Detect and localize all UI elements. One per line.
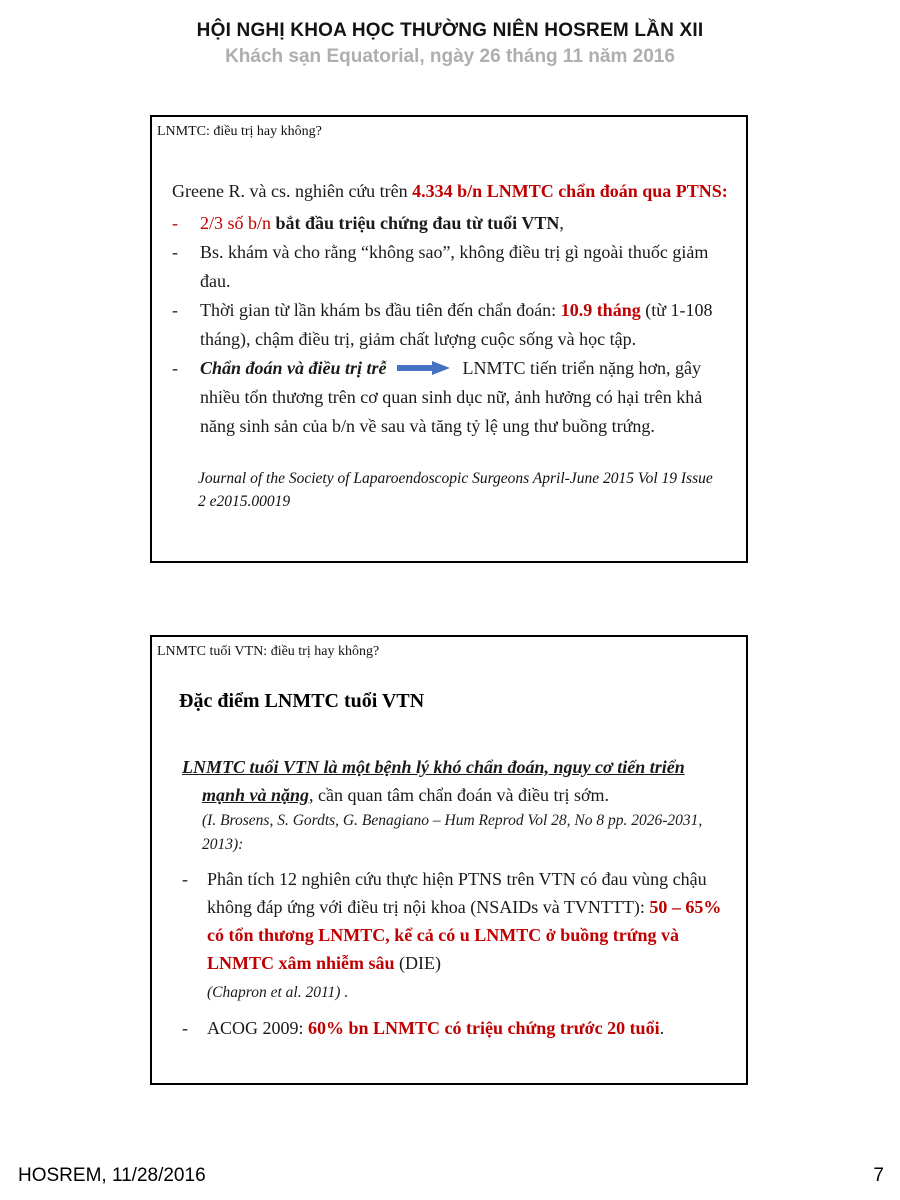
slide-2-lead (182, 753, 730, 809)
intro-highlight: 4.334 b/n LNMTC chẩn đoán qua PTNS: (412, 181, 728, 201)
bullet-item (182, 865, 730, 1007)
lead-plain-text: , cần quan tâm chẩn đoán và điều trị sớm. (309, 785, 609, 805)
bullet-item (182, 1014, 730, 1042)
slide-2-body (182, 753, 730, 1042)
bullet-dash: - (172, 358, 178, 378)
bullet-text (207, 1014, 730, 1042)
bullet-item (172, 296, 730, 354)
conference-title: HỘI NGHỊ KHOA HỌC THƯỜNG NIÊN HOSREM LẦN XII (196, 20, 704, 41)
bullet-dash: - (172, 300, 178, 320)
bullet-emphasis-text: Chẩn đoán và điều trị trễ (200, 358, 387, 378)
conference-subtitle: Khách sạn Equatorial, ngày 26 tháng 11 năm 2016 (225, 46, 675, 67)
slide-1-citation: Journal of the Society of Laparoendoscopic Surgeons April-June 2015 Vol 19 Issue 2 e2015.00019 (198, 470, 713, 510)
bullet-dash: - (172, 213, 178, 233)
bullet-dash: - (182, 1018, 188, 1038)
bullet-text (200, 296, 730, 354)
bullet-plain-text: LNMTC tiến triển nặng hơn, gây nhiều tổn thương trên cơ quan sinh dục nữ, ảnh hưởng có hại trên khả năng sinh sản của b/n về sau và tăng tỷ lệ ung thư buồng trứng. (200, 358, 703, 436)
right-arrow-icon (397, 360, 451, 376)
right-arrow-shape (397, 361, 450, 375)
bullet-citation-text: (Chapron et al. 2011) . (207, 984, 349, 1001)
intro-text: Greene R. và cs. nghiên cứu trên (172, 181, 413, 201)
bullet-text: Bs. khám và cho rằng “không sao”, không điều trị gì ngoài thuốc giảm đau. (200, 242, 709, 291)
bullet-plain-text: (từ 1-108 tháng), chậm điều trị, giảm chất lượng cuộc sống và học tập. (200, 300, 713, 349)
bullet-red-text: 60% bn LNMTC có triệu chứng trước 20 tuổi (308, 1018, 660, 1038)
bullet-end-text: . (659, 1018, 665, 1038)
bullet-text (207, 865, 730, 1007)
slide-1-bullet-list (172, 209, 730, 441)
bullet-end-text: , (559, 213, 564, 233)
bullet-dash: - (182, 869, 188, 889)
slide-2-lead-citation: (I. Brosens, S. Gordts, G. Benagiano – Hum Reprod Vol 28, No 8 pp. 2026-2031, 2013): (202, 812, 703, 853)
page-header (0, 20, 900, 68)
bullet-text (200, 354, 730, 441)
page-number: 7 (873, 1165, 884, 1186)
bullet-text (200, 209, 730, 238)
bullet-red-text: 10.9 tháng (560, 300, 641, 320)
bullet-red-text: 50 – 65% có tổn thương LNMTC, kể cả có u LNMTC ở buồng trứng và LNMTC xâm nhiễm sâu (207, 897, 722, 973)
bullet-dash: - (172, 242, 178, 262)
slide-1-body (172, 177, 730, 441)
slide-1-intro (172, 177, 730, 206)
bullet-red-text: 2/3 số b/n (200, 213, 276, 233)
bullet-bold-text: bắt đầu triệu chứng đau từ tuổi VTN (275, 213, 560, 233)
slide-1 (150, 115, 748, 563)
slide-2-title: LNMTC tuổi VTN: điều trị hay không? (157, 644, 380, 659)
slide-2 (150, 635, 748, 1085)
bullet-item (172, 238, 730, 296)
bullet-plain-text: ACOG 2009: (207, 1018, 309, 1038)
bullet-plain-text: Phân tích 12 nghiên cứu thực hiện PTNS trên VTN có đau vùng chậu không đáp ứng với điều trị nội khoa (NSAIDs và TVNTTT): (207, 869, 707, 917)
slide-2-heading: Đặc điểm LNMTC tuổi VTN (179, 690, 425, 712)
slide-2-bullet-list (182, 865, 730, 1042)
lead-emphasis-text: LNMTC tuổi VTN là một bệnh lý khó chẩn đoán, nguy cơ tiến triển mạnh và nặng (182, 757, 685, 805)
bullet-item (172, 209, 730, 238)
footer-date: HOSREM, 11/28/2016 (18, 1165, 206, 1186)
bullet-plain-text: (DIE) (394, 953, 441, 973)
bullet-item (172, 354, 730, 441)
bullet-plain-text: Thời gian từ lần khám bs đầu tiên đến chẩn đoán: (200, 300, 561, 320)
slide-1-title: LNMTC: điều trị hay không? (157, 124, 322, 139)
